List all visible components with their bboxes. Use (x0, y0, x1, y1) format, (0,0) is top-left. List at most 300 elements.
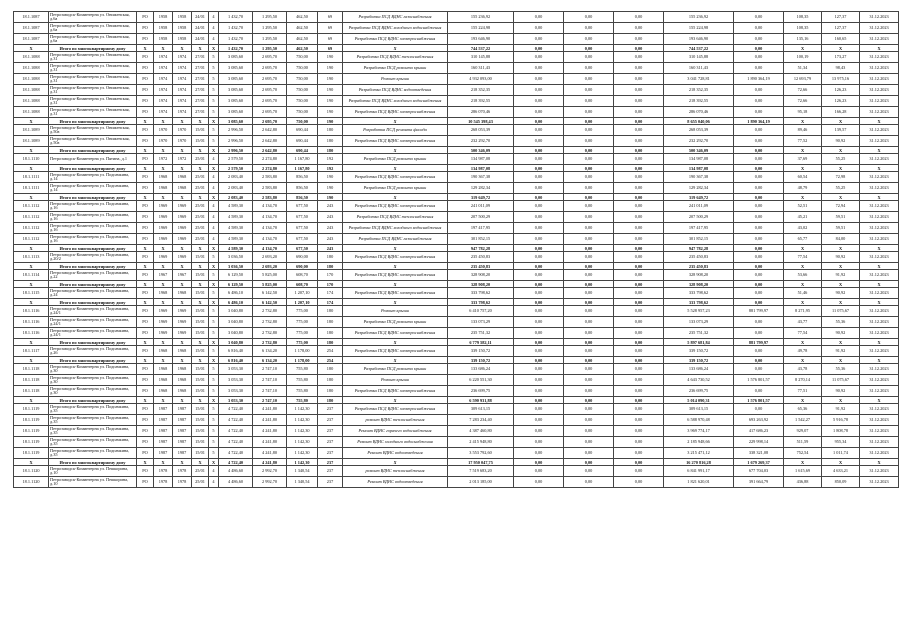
commissioned-year-cell: X (173, 281, 192, 288)
deadline-cell: 31.12.2023 (860, 107, 899, 118)
unit-cost-cell: 65,36 (784, 404, 822, 415)
municipal-funds-cell: 0,00 (614, 263, 664, 270)
residents-cell: 69 (318, 34, 343, 45)
residents-cell: 69 (318, 23, 343, 34)
material-code-cell: X (192, 118, 209, 125)
work-type-cell: Ремонт ВДНС горячего водоснабжения (343, 426, 448, 437)
commissioned-year-cell: 1968 (173, 172, 192, 183)
address-cell: Петрозаводск-Коминтерна ул. Ониженская, д.50а (49, 136, 137, 147)
unit-cost-cell: 929,07 (784, 426, 822, 437)
type-cell: РО (137, 270, 154, 281)
work-type-cell: X (343, 194, 448, 201)
type-cell: РО (137, 375, 154, 386)
owner-funds-cell: 3 969 774,17 (664, 426, 734, 437)
total-cost-cell: 235 450,83 (448, 252, 514, 263)
table-row (14, 136, 899, 147)
living-area-cell: 2 992,70 (253, 466, 287, 477)
material-code-cell: 15/01 (192, 415, 209, 426)
built-year-cell: 1969 (154, 201, 173, 212)
municipal-funds-cell: 0,00 (614, 96, 664, 107)
deadline-cell: 31.12.2023 (860, 466, 899, 477)
total-area-cell: 3 040,80 (219, 306, 253, 317)
living-area-cell: 2 695,70 (253, 107, 287, 118)
regional-funds-cell: 0,00 (564, 118, 614, 125)
other-funds-cell: 338 321,08 (734, 448, 784, 459)
total-cost-cell: 134 987,08 (448, 154, 514, 165)
federal-funds-cell: 0,00 (514, 234, 564, 245)
type-cell: РО (137, 288, 154, 299)
table-row (14, 34, 899, 45)
commissioned-year-cell: 1968 (173, 364, 192, 375)
owner-funds-cell: 193 646,90 (664, 34, 734, 45)
built-year-cell: X (154, 281, 173, 288)
owner-funds-cell: 155 236,92 (664, 12, 734, 23)
table-row (14, 437, 899, 448)
deadline-cell: 31.12.2023 (860, 96, 899, 107)
built-year-cell: 1987 (154, 404, 173, 415)
commissioned-year-cell: X (173, 357, 192, 364)
total-cost-cell: 235 450,83 (448, 263, 514, 270)
type-cell: РО (137, 328, 154, 339)
commissioned-year-cell: 1987 (173, 415, 192, 426)
unit-cost-cell: 12 693,79 (784, 74, 822, 85)
row-id-cell: 18.1.1112 (14, 201, 49, 212)
other-funds-cell: 0,00 (734, 263, 784, 270)
address-cell: Итого по многоквартирному дому (49, 194, 137, 201)
total-area-cell: 2 083,40 (219, 172, 253, 183)
row-id-cell: 18.1.1119 (14, 437, 49, 448)
row-id-cell: 18.1.1089 (14, 125, 49, 136)
max-unit-cost-cell: X (822, 165, 860, 172)
commissioned-year-cell: 1987 (173, 426, 192, 437)
total-cost-cell: 4 932 093,00 (448, 74, 514, 85)
commissioned-year-cell: 1974 (173, 52, 192, 63)
row-id-cell: X (14, 339, 49, 346)
type-cell: РО (137, 386, 154, 397)
address-cell: Петрозаводск-Коминтерна ул. Подпачкина, д.20/2 (49, 252, 137, 263)
nonliving-area-cell: 755,80 (287, 364, 318, 375)
total-row (14, 165, 899, 172)
table-row (14, 270, 899, 281)
total-area-cell: 4 589,30 (219, 201, 253, 212)
owner-funds-cell: 744 537,22 (664, 45, 734, 52)
residents-cell: 180 (318, 306, 343, 317)
total-cost-cell: 7 283 234,40 (448, 415, 514, 426)
table-row (14, 201, 899, 212)
residents-cell: 192 (318, 154, 343, 165)
work-type-cell: Разработка ПСД ВДНС электроснабжения (343, 34, 448, 45)
address-cell: Итого по многоквартирному дому (49, 459, 137, 466)
other-funds-cell: 0,00 (734, 328, 784, 339)
row-id-cell: 18.1.1119 (14, 426, 49, 437)
floors-cell: 5 (209, 328, 219, 339)
deadline-cell: 31.12.2023 (860, 328, 899, 339)
type-cell: РО (137, 415, 154, 426)
commissioned-year-cell: 1967 (173, 270, 192, 281)
max-unit-cost-cell: X (822, 245, 860, 252)
total-cost-cell: 6 410 757,20 (448, 306, 514, 317)
regional-funds-cell: 0,00 (564, 136, 614, 147)
row-id-cell: X (14, 459, 49, 466)
material-code-cell: 15/01 (192, 346, 209, 357)
row-id-cell: 18.1.1089 (14, 136, 49, 147)
total-area-cell: 3 036,50 (219, 252, 253, 263)
address-cell: Петрозаводск-Коминтерна ул. Ониженская, д.31 (49, 85, 137, 96)
row-id-cell: 18.1.1111 (14, 183, 49, 194)
deadline-cell: 31.12.2023 (860, 223, 899, 234)
work-type-cell: Разработка ПСД ВДНС холодного водоснабжения (343, 96, 448, 107)
living-area-cell: 4 134,70 (253, 245, 287, 252)
other-funds-cell: 0,00 (734, 357, 784, 364)
total-area-cell: 3 085,60 (219, 52, 253, 63)
built-year-cell: 1978 (154, 477, 173, 488)
residents-cell: 190 (318, 194, 343, 201)
address-cell: Итого по многоквартирному дому (49, 339, 137, 346)
total-cost-cell: 310 145,88 (448, 52, 514, 63)
unit-cost-cell: X (784, 339, 822, 346)
residents-cell: 192 (318, 165, 343, 172)
municipal-funds-cell: 0,00 (614, 172, 664, 183)
built-year-cell: 1968 (154, 364, 173, 375)
work-type-cell: Разработка ПСД ВДНС газоснабжения (343, 12, 448, 23)
living-area-cell: 2 747,10 (253, 397, 287, 404)
deadline-cell: X (860, 357, 899, 364)
type-cell: X (137, 263, 154, 270)
federal-funds-cell: 0,00 (514, 172, 564, 183)
federal-funds-cell: 0,00 (514, 263, 564, 270)
municipal-funds-cell: 0,00 (614, 346, 664, 357)
total-row (14, 118, 899, 125)
municipal-funds-cell: 0,00 (614, 45, 664, 52)
total-area-cell: 6 486,10 (219, 299, 253, 306)
unit-cost-cell: X (784, 118, 822, 125)
row-id-cell: 18.1.1088 (14, 96, 49, 107)
deadline-cell: 31.12.2023 (860, 426, 899, 437)
address-cell: Итого по многоквартирному дому (49, 147, 137, 154)
commissioned-year-cell: 1974 (173, 74, 192, 85)
table-row (14, 346, 899, 357)
work-type-cell: Разработка ПСД ремонта крыши (343, 364, 448, 375)
deadline-cell: 31.12.2023 (860, 415, 899, 426)
municipal-funds-cell: 0,00 (614, 375, 664, 386)
commissioned-year-cell: 1974 (173, 85, 192, 96)
max-unit-cost-cell: 55,25 (822, 154, 860, 165)
floors-cell: X (209, 263, 219, 270)
type-cell: РО (137, 252, 154, 263)
material-code-cell: X (192, 45, 209, 52)
total-cost-cell: 319 649,72 (448, 194, 514, 201)
built-year-cell: X (154, 118, 173, 125)
total-area-cell: 4 722,40 (219, 426, 253, 437)
deadline-cell: 31.12.2023 (860, 52, 899, 63)
deadline-cell: 31.12.2023 (860, 234, 899, 245)
floors-cell: 5 (209, 96, 219, 107)
total-row (14, 299, 899, 306)
other-funds-cell: 1 576 801,57 (734, 397, 784, 404)
material-code-cell: X (192, 357, 209, 364)
total-area-cell: 2 996,50 (219, 147, 253, 154)
residents-cell: 190 (318, 96, 343, 107)
type-cell: РО (137, 477, 154, 488)
type-cell: РО (137, 183, 154, 194)
work-type-cell: Разработка ПСД ремонта крыши (343, 317, 448, 328)
built-year-cell: 1972 (154, 154, 173, 165)
residents-cell: 237 (318, 415, 343, 426)
row-id-cell: 18.1.1112 (14, 212, 49, 223)
residents-cell: 237 (318, 437, 343, 448)
commissioned-year-cell: 1987 (173, 437, 192, 448)
total-row (14, 339, 899, 346)
regional-funds-cell: 0,00 (564, 245, 614, 252)
type-cell: X (137, 147, 154, 154)
other-funds-cell: 1 890 364,19 (734, 118, 784, 125)
total-cost-cell: 10 545 398,43 (448, 118, 514, 125)
living-area-cell: 2 747,10 (253, 375, 287, 386)
floors-cell: 5 (209, 107, 219, 118)
other-funds-cell: 0,00 (734, 45, 784, 52)
residents-cell: 174 (318, 299, 343, 306)
owner-funds-cell: 8 655 040,06 (664, 118, 734, 125)
deadline-cell: X (860, 281, 899, 288)
address-cell: Петрозаводск-Коминтерна ул. Подпачкина, д.30 (49, 375, 137, 386)
address-cell: Итого по многоквартирному дому (49, 165, 137, 172)
built-year-cell: 1969 (154, 212, 173, 223)
living-area-cell: 2 732,80 (253, 339, 287, 346)
row-id-cell: 18.1.1120 (14, 477, 49, 488)
type-cell: РО (137, 23, 154, 34)
built-year-cell: X (154, 45, 173, 52)
other-funds-cell: 881 799,97 (734, 339, 784, 346)
built-year-cell: X (154, 459, 173, 466)
living-area-cell: 2 747,10 (253, 386, 287, 397)
type-cell: РО (137, 107, 154, 118)
regional-funds-cell: 0,00 (564, 375, 614, 386)
regional-funds-cell: 0,00 (564, 34, 614, 45)
regional-funds-cell: 0,00 (564, 74, 614, 85)
municipal-funds-cell: 0,00 (614, 415, 664, 426)
row-id-cell: X (14, 147, 49, 154)
total-area-cell: 3 053,30 (219, 364, 253, 375)
row-id-cell: 18.1.1088 (14, 74, 49, 85)
total-area-cell: 3 085,60 (219, 74, 253, 85)
floors-cell: 5 (209, 306, 219, 317)
table-row (14, 234, 899, 245)
municipal-funds-cell: 0,00 (614, 299, 664, 306)
floors-cell: 5 (209, 136, 219, 147)
max-unit-cost-cell: 126,23 (822, 85, 860, 96)
nonliving-area-cell: 1 207,10 (287, 299, 318, 306)
nonliving-area-cell: 608,70 (287, 270, 318, 281)
unit-cost-cell: 8 270,14 (784, 375, 822, 386)
floors-cell: 5 (209, 426, 219, 437)
other-funds-cell: 0,00 (734, 34, 784, 45)
address-cell: Петрозаводск-Коминтерна ул. Ониженская, д.50а (49, 125, 137, 136)
work-type-cell: X (343, 299, 448, 306)
work-type-cell: Разработка ПСД ВДНС газоснабжения (343, 234, 448, 245)
built-year-cell: X (154, 299, 173, 306)
regional-funds-cell: 0,00 (564, 477, 614, 488)
work-type-cell: Разработка ПСД ВДНС водоотведения (343, 85, 448, 96)
owner-funds-cell: 241 011,09 (664, 201, 734, 212)
table-row (14, 212, 899, 223)
floors-cell: 4 (209, 172, 219, 183)
table-row (14, 85, 899, 96)
deadline-cell: X (860, 397, 899, 404)
floors-cell: 4 (209, 154, 219, 165)
work-type-cell: X (343, 459, 448, 466)
work-type-cell: Разработка ПСД ВДНС теплоснабжения (343, 212, 448, 223)
table-row (14, 404, 899, 415)
living-area-cell: 2 642,80 (253, 147, 287, 154)
address-cell: Петрозаводск-Коминтерна ул. Подпачкина, д.24/1 (49, 328, 137, 339)
regional-funds-cell: 0,00 (564, 346, 614, 357)
owner-funds-cell: 2 185 948,66 (664, 437, 734, 448)
total-area-cell: 2 996,50 (219, 125, 253, 136)
address-cell: Петрозаводск-Коминтерна ул. Пешкорина, д.10 (49, 477, 137, 488)
material-code-cell: 15/01 (192, 306, 209, 317)
other-funds-cell: 0,00 (734, 404, 784, 415)
residents-cell: 190 (318, 74, 343, 85)
repair-register-table (13, 11, 899, 488)
max-unit-cost-cell: 955,34 (822, 437, 860, 448)
type-cell: X (137, 299, 154, 306)
regional-funds-cell: 0,00 (564, 165, 614, 172)
total-row (14, 357, 899, 364)
material-code-cell: 15/01 (192, 328, 209, 339)
unit-cost-cell: 511,59 (784, 437, 822, 448)
row-id-cell: 18.1.1111 (14, 172, 49, 183)
total-row (14, 194, 899, 201)
owner-funds-cell: 16 270 816,28 (664, 459, 734, 466)
max-unit-cost-cell: X (822, 339, 860, 346)
max-unit-cost-cell: X (822, 263, 860, 270)
regional-funds-cell: 0,00 (564, 448, 614, 459)
address-cell: Итого по многоквартирному дому (49, 397, 137, 404)
living-area-cell: 6 142,50 (253, 299, 287, 306)
floors-cell: 4 (209, 234, 219, 245)
unit-cost-cell: 108,35 (784, 12, 822, 23)
unit-cost-cell: 135,16 (784, 34, 822, 45)
max-unit-cost-cell: 160,65 (822, 34, 860, 45)
owner-funds-cell: 947 782,28 (664, 245, 734, 252)
total-area-cell: 3 036,50 (219, 263, 253, 270)
max-unit-cost-cell: 98,43 (822, 63, 860, 74)
type-cell: РО (137, 404, 154, 415)
table-row (14, 306, 899, 317)
built-year-cell: X (154, 194, 173, 201)
material-code-cell: 15/01 (192, 125, 209, 136)
commissioned-year-cell: 1968 (173, 346, 192, 357)
federal-funds-cell: 0,00 (514, 201, 564, 212)
living-area-cell: 2 695,70 (253, 118, 287, 125)
other-funds-cell: 0,00 (734, 212, 784, 223)
work-type-cell: Ремонт крыши (343, 375, 448, 386)
federal-funds-cell: 0,00 (514, 404, 564, 415)
owner-funds-cell: 134 987,08 (664, 154, 734, 165)
work-type-cell: X (343, 45, 448, 52)
address-cell: Петрозаводск-Коминтерна ул. Ониженская, д.31 (49, 52, 137, 63)
federal-funds-cell: 0,00 (514, 281, 564, 288)
built-year-cell: 1969 (154, 252, 173, 263)
work-type-cell: Разработка ПСД ВДНС холодного водоснабжения (343, 23, 448, 34)
address-cell: Петрозаводск-Коминтерна ул. Подпачкина, д.35 (49, 415, 137, 426)
built-year-cell: X (154, 147, 173, 154)
material-code-cell: 15/01 (192, 437, 209, 448)
material-code-cell: 15/01 (192, 317, 209, 328)
work-type-cell: Разработка ПСД ВДНС электроснабжения (343, 404, 448, 415)
material-code-cell: 24/01 (192, 23, 209, 34)
material-code-cell: X (192, 245, 209, 252)
total-area-cell: 3 085,60 (219, 118, 253, 125)
deadline-cell: X (860, 194, 899, 201)
material-code-cell: 25/01 (192, 172, 209, 183)
address-cell: Петрозаводск-Коминтерна ул. Подпачкина, д.22 (49, 270, 137, 281)
total-area-cell: 3 085,60 (219, 85, 253, 96)
owner-funds-cell: 133 686,24 (664, 364, 734, 375)
unit-cost-cell: X (784, 263, 822, 270)
nonliving-area-cell: 1 167,80 (287, 165, 318, 172)
total-cost-cell: 333 798,62 (448, 288, 514, 299)
federal-funds-cell: 0,00 (514, 270, 564, 281)
nonliving-area-cell: 677,50 (287, 234, 318, 245)
built-year-cell: X (154, 245, 173, 252)
type-cell: X (137, 339, 154, 346)
deadline-cell: X (860, 118, 899, 125)
nonliving-area-cell: 750,00 (287, 96, 318, 107)
commissioned-year-cell: X (173, 45, 192, 52)
federal-funds-cell: 0,00 (514, 52, 564, 63)
row-id-cell: X (14, 245, 49, 252)
built-year-cell: 1969 (154, 317, 173, 328)
total-cost-cell: 6 590 931,88 (448, 397, 514, 404)
regional-funds-cell: 0,00 (564, 234, 614, 245)
other-funds-cell: 391 664,79 (734, 477, 784, 488)
total-cost-cell: 129 282,34 (448, 183, 514, 194)
owner-funds-cell: 1 821 620,01 (664, 477, 734, 488)
material-code-cell: X (192, 194, 209, 201)
total-cost-cell: 17 950 047,75 (448, 459, 514, 466)
material-code-cell: X (192, 339, 209, 346)
municipal-funds-cell: 0,00 (614, 147, 664, 154)
material-code-cell: 25/01 (192, 154, 209, 165)
municipal-funds-cell: 0,00 (614, 397, 664, 404)
federal-funds-cell: 0,00 (514, 23, 564, 34)
built-year-cell: 1974 (154, 107, 173, 118)
type-cell: X (137, 194, 154, 201)
total-area-cell: 2 579,50 (219, 154, 253, 165)
material-code-cell: 24/01 (192, 34, 209, 45)
type-cell: X (137, 397, 154, 404)
deadline-cell: X (860, 339, 899, 346)
floors-cell: 5 (209, 386, 219, 397)
nonliving-area-cell: 677,50 (287, 223, 318, 234)
owner-funds-cell: 310 145,88 (664, 52, 734, 63)
residents-cell: 243 (318, 245, 343, 252)
unit-cost-cell: 52,51 (784, 201, 822, 212)
regional-funds-cell: 0,00 (564, 201, 614, 212)
regional-funds-cell: 0,00 (564, 63, 614, 74)
nonliving-area-cell: 775,00 (287, 339, 318, 346)
floors-cell: 5 (209, 125, 219, 136)
work-type-cell: X (343, 165, 448, 172)
total-row (14, 459, 899, 466)
max-unit-cost-cell: X (822, 45, 860, 52)
material-code-cell: X (192, 299, 209, 306)
living-area-cell: 2 642,80 (253, 125, 287, 136)
unit-cost-cell: 1 542,27 (784, 415, 822, 426)
nonliving-area-cell: 1 142,30 (287, 426, 318, 437)
federal-funds-cell: 0,00 (514, 415, 564, 426)
